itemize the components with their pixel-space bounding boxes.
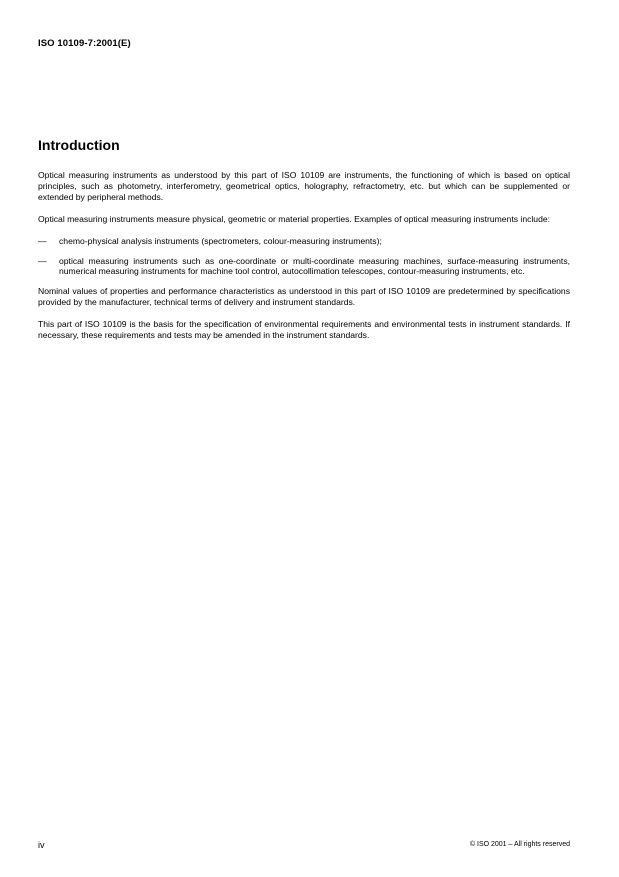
examples-list (38, 236, 570, 278)
paragraph-1: Optical measuring instruments as understood by this part of ISO 10109 are instruments, the functioning of which is based on optical principles, such as photometry, interferometry, geometrical optics, holography, refractometry, etc. but which can be supplemented or extended by peripheral methods. (38, 170, 570, 202)
paragraph-4: This part of ISO 10109 is the basis for the specification of environmental requirements and environmental tests in instrument standards. If necessary, these requirements and tests may be amended in the instrument standards. (38, 319, 570, 341)
list-item-text: optical measuring instruments such as one-coordinate or multi-coordinate measuring machines, surface-measuring instruments, numerical measuring instruments for machine tool control, autocollimation telescopes, contour-measuring instruments, etc. (59, 255, 570, 277)
copyright-notice: © ISO 2001 – All rights reserved (469, 841, 570, 848)
body-text (38, 170, 570, 341)
list-item (38, 236, 570, 247)
section-title: Introduction (38, 137, 120, 153)
list-item (38, 256, 570, 278)
paragraph-2: Optical measuring instruments measure physical, geometric or material properties. Examples of optical measuring instruments include: (38, 213, 551, 224)
document-header: ISO 10109-7:2001(E) (38, 38, 131, 49)
page-number: iv (38, 840, 45, 850)
dash-marker: — (38, 235, 47, 246)
dash-marker: — (38, 255, 47, 266)
paragraph-3: Nominal values of properties and performance characteristics as understood in this part of ISO 10109 are predetermined by specifications provided by the manufacturer, technical terms of delivery and instrument standards. (38, 286, 570, 308)
list-item-text: chemo-physical analysis instruments (spectrometers, colour-measuring instruments); (59, 235, 382, 246)
